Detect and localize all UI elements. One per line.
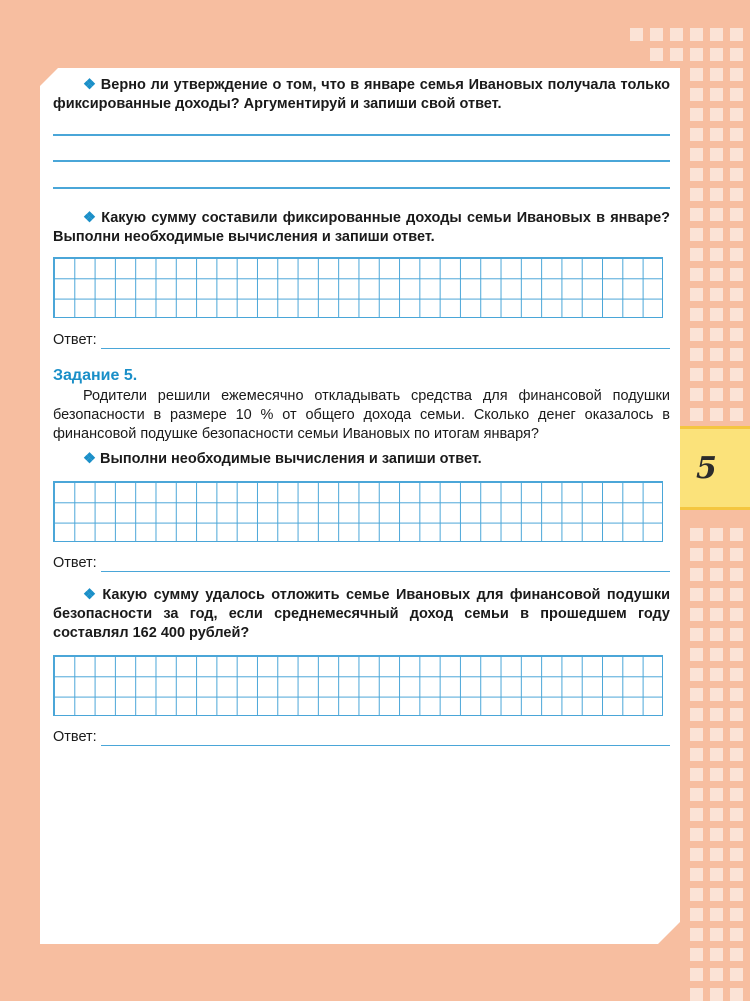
calculation-grid-1[interactable] — [53, 257, 663, 318]
question-1 — [53, 76, 670, 114]
decor-square — [670, 28, 683, 41]
question-2 — [53, 209, 670, 247]
page-number: 5 — [696, 451, 717, 486]
question-3-text: Выполни необходимые вычисления и запиши ответ. — [100, 451, 482, 467]
decor-square — [730, 988, 743, 1001]
decor-square — [730, 248, 743, 261]
decor-square — [730, 608, 743, 621]
decor-square — [650, 48, 663, 61]
decor-square — [690, 548, 703, 561]
question-4 — [53, 586, 670, 643]
decor-square — [710, 608, 723, 621]
answer-label: Ответ: — [53, 332, 97, 348]
decor-square — [690, 28, 703, 41]
decor-square — [690, 328, 703, 341]
decor-square — [730, 148, 743, 161]
decor-square — [710, 68, 723, 81]
decor-square — [710, 588, 723, 601]
decor-square — [710, 388, 723, 401]
decor-square — [730, 308, 743, 321]
decor-square — [730, 748, 743, 761]
decor-square — [690, 528, 703, 541]
decor-square — [730, 648, 743, 661]
decor-square — [710, 788, 723, 801]
decor-square — [730, 408, 743, 421]
decor-square — [730, 788, 743, 801]
decor-square — [710, 368, 723, 381]
decor-square — [730, 908, 743, 921]
decor-square — [630, 28, 643, 41]
calculation-grid-3[interactable] — [53, 655, 663, 716]
decor-square — [690, 748, 703, 761]
task-5-text: Родители решили ежемесячно откладывать средства для финансовой подушки безопасности в размере 10 % от общего дохода семьи. Сколько денег оказалось в финансовой подушке безопасности семьи Ивановых по итогам января? — [53, 388, 670, 442]
question-1-text: Верно ли утверждение о том, что в январе семья Ивановых получала только фиксированные доходы? Аргументируй и запиши свой ответ. — [53, 77, 671, 112]
decor-square — [670, 48, 683, 61]
decor-square — [710, 808, 723, 821]
decor-square — [690, 688, 703, 701]
decor-square — [710, 908, 723, 921]
decor-square — [710, 228, 723, 241]
decor-square — [690, 908, 703, 921]
decor-square — [690, 128, 703, 141]
decor-square — [730, 48, 743, 61]
decor-square — [730, 808, 743, 821]
decor-square — [710, 548, 723, 561]
decor-square — [730, 688, 743, 701]
decor-square — [710, 348, 723, 361]
decor-square — [690, 68, 703, 81]
task-5-title: Задание 5. — [53, 367, 138, 384]
decor-square — [730, 568, 743, 581]
decor-square — [690, 868, 703, 881]
decor-square — [690, 268, 703, 281]
decor-square — [710, 888, 723, 901]
decor-square — [690, 288, 703, 301]
answer-label: Ответ: — [53, 555, 97, 571]
decor-square — [730, 68, 743, 81]
decor-square — [730, 888, 743, 901]
decor-square — [730, 668, 743, 681]
answer-row-3[interactable] — [53, 729, 670, 749]
bullet-icon: ❖ — [83, 451, 96, 467]
decor-square — [690, 248, 703, 261]
decor-square — [690, 588, 703, 601]
decor-square — [730, 588, 743, 601]
decor-square — [710, 28, 723, 41]
decor-square — [710, 248, 723, 261]
decor-square — [730, 948, 743, 961]
decor-square — [710, 268, 723, 281]
question-3 — [53, 450, 670, 469]
decor-square — [690, 208, 703, 221]
decor-square — [710, 308, 723, 321]
decor-square — [690, 968, 703, 981]
decor-square — [730, 268, 743, 281]
decor-square — [730, 548, 743, 561]
decor-square — [730, 108, 743, 121]
decor-square — [730, 28, 743, 41]
decor-square — [730, 728, 743, 741]
answer-line-2[interactable] — [53, 160, 670, 162]
decor-square — [690, 168, 703, 181]
decor-square — [730, 168, 743, 181]
decor-square — [730, 328, 743, 341]
answer-row-1[interactable] — [53, 332, 670, 352]
decor-square — [730, 128, 743, 141]
decor-square — [690, 388, 703, 401]
answer-line-3[interactable] — [53, 187, 670, 189]
decor-square — [710, 648, 723, 661]
decor-square — [690, 708, 703, 721]
decor-square — [730, 208, 743, 221]
decor-square — [730, 968, 743, 981]
decor-square — [710, 828, 723, 841]
decor-square — [710, 48, 723, 61]
decor-square — [710, 108, 723, 121]
decor-square — [690, 368, 703, 381]
decor-square — [710, 848, 723, 861]
decor-square — [710, 728, 723, 741]
question-2-text: Какую сумму составили фиксированные доходы семьи Ивановых в январе? Выполни необходимые вычисления и запиши ответ. — [53, 210, 671, 245]
decor-square — [710, 88, 723, 101]
decor-square — [730, 88, 743, 101]
answer-label: Ответ: — [53, 729, 97, 745]
decor-square — [710, 568, 723, 581]
decor-square — [710, 328, 723, 341]
decor-square — [730, 228, 743, 241]
decor-square — [690, 88, 703, 101]
decor-square — [690, 848, 703, 861]
decor-square — [710, 928, 723, 941]
decor-square — [710, 868, 723, 881]
decor-square — [730, 628, 743, 641]
decor-square — [730, 348, 743, 361]
decor-square — [710, 768, 723, 781]
decor-square — [690, 108, 703, 121]
decor-square — [690, 808, 703, 821]
decor-square — [710, 988, 723, 1001]
page-number-tab — [680, 426, 750, 510]
decor-square — [730, 188, 743, 201]
bullet-icon: ❖ — [83, 210, 98, 226]
decor-square — [710, 668, 723, 681]
calculation-grid-2[interactable] — [53, 481, 663, 542]
decor-square — [690, 768, 703, 781]
decor-square — [690, 148, 703, 161]
decor-square — [730, 928, 743, 941]
decor-square — [690, 888, 703, 901]
decor-square — [710, 168, 723, 181]
decor-square — [690, 648, 703, 661]
decor-square — [730, 388, 743, 401]
decor-square — [690, 608, 703, 621]
decor-square — [730, 708, 743, 721]
decor-square — [690, 188, 703, 201]
answer-line-1[interactable] — [53, 134, 670, 136]
question-4-text: Какую сумму удалось отложить семье Ивановых для финансовой подушки безопасности за год, если среднемесячный доход семьи в прошедшем году составлял 162 400 рублей? — [53, 587, 670, 641]
decor-square — [710, 968, 723, 981]
decor-square — [730, 868, 743, 881]
decor-square — [690, 828, 703, 841]
decor-square — [710, 748, 723, 761]
decor-square — [690, 988, 703, 1001]
decor-square — [690, 228, 703, 241]
decor-square — [690, 308, 703, 321]
decor-square — [730, 848, 743, 861]
decor-square — [710, 948, 723, 961]
decor-square — [650, 28, 663, 41]
decor-square — [690, 48, 703, 61]
decor-square — [690, 788, 703, 801]
decor-square — [690, 408, 703, 421]
decor-square — [710, 148, 723, 161]
decor-square — [710, 528, 723, 541]
decor-square — [710, 188, 723, 201]
decor-square — [710, 128, 723, 141]
decor-square — [690, 668, 703, 681]
decor-square — [690, 568, 703, 581]
decor-square — [690, 348, 703, 361]
decor-square — [730, 288, 743, 301]
bullet-icon: ❖ — [83, 77, 97, 93]
decor-square — [710, 628, 723, 641]
decor-square — [710, 288, 723, 301]
decor-square — [690, 948, 703, 961]
decor-square — [690, 728, 703, 741]
decor-square — [730, 368, 743, 381]
decor-square — [710, 408, 723, 421]
decor-square — [690, 628, 703, 641]
decor-square — [710, 688, 723, 701]
decor-square — [730, 828, 743, 841]
bullet-icon: ❖ — [83, 587, 99, 603]
decor-square — [690, 928, 703, 941]
decor-square — [710, 708, 723, 721]
decor-square — [730, 528, 743, 541]
answer-row-2[interactable] — [53, 555, 670, 575]
decor-square — [730, 768, 743, 781]
decor-square — [710, 208, 723, 221]
